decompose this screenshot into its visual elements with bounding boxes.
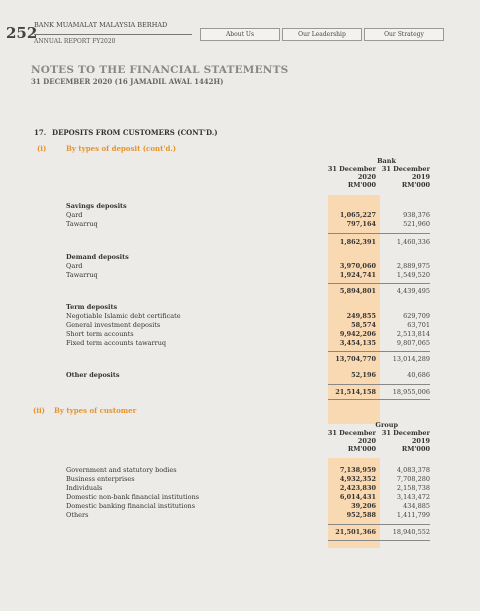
part1-label: (i)	[37, 144, 47, 153]
table-row-label: Tawarruq	[66, 271, 98, 279]
table-cell: 797,164	[346, 220, 376, 228]
col1-unit: RM'000	[347, 181, 376, 189]
header-rule	[34, 34, 192, 35]
table-cell: 2,513,814	[396, 330, 430, 338]
table-cell: 63,701	[407, 321, 430, 329]
other-deposits-label: Other deposits	[66, 371, 120, 379]
table-cell: 3,970,060	[339, 262, 376, 270]
grand-total-2020: 21,514,158	[335, 388, 376, 396]
col1-date: 31 December	[327, 165, 376, 173]
divider	[328, 384, 430, 385]
divider	[328, 283, 430, 284]
page-number: 252	[6, 24, 38, 42]
other-deposits-2019: 40,686	[407, 371, 430, 379]
divider	[328, 351, 430, 352]
divider	[328, 524, 430, 525]
section-number: 17.	[34, 128, 47, 137]
savings-heading: Savings deposits	[66, 202, 127, 210]
col2-unit: RM'000	[401, 181, 430, 189]
table-cell: 2,423,830	[339, 484, 376, 492]
table-cell: 1,065,227	[339, 211, 376, 219]
table-row-label: Domestic banking financial institutions	[66, 502, 196, 510]
entity-label-1: Bank	[377, 157, 396, 165]
about-us-button[interactable]: About Us	[200, 28, 280, 41]
grand-total-2019: 18,955,006	[392, 388, 430, 396]
table-cell: 629,709	[403, 312, 430, 320]
table-row-label: Qard	[66, 262, 83, 270]
col2-date: 31 December	[381, 429, 430, 437]
term-total-2020: 13,704,770	[335, 355, 376, 363]
col2-unit: RM'000	[401, 445, 430, 453]
demand-heading: Demand deposits	[66, 253, 129, 261]
section-title: DEPOSITS FROM CUSTOMERS (CONT'D.)	[52, 128, 218, 137]
part2-title: By types of customer	[54, 406, 137, 415]
table-cell: 39,206	[351, 502, 376, 510]
our-strategy-button[interactable]: Our Strategy	[364, 28, 444, 41]
page-subtitle: 31 DECEMBER 2020 (16 JAMADIL AWAL 1442H)	[31, 77, 224, 86]
divider	[328, 399, 430, 400]
table-row-label: Short term accounts	[66, 330, 134, 338]
col1-unit: RM'000	[347, 445, 376, 453]
table-row-label: General investment deposits	[66, 321, 161, 329]
part2-label: (ii)	[33, 406, 45, 415]
table-cell: 58,574	[351, 321, 376, 329]
entity-label-2: Group	[375, 421, 398, 429]
page-title: NOTES TO THE FINANCIAL STATEMENTS	[31, 64, 289, 76]
table-row-label: Tawarruq	[66, 220, 98, 228]
col2-year: 2019	[411, 437, 430, 445]
table-cell: 3,143,472	[396, 493, 430, 501]
table-cell: 1,549,520	[396, 271, 430, 279]
col1-date: 31 December	[327, 429, 376, 437]
term-heading: Term deposits	[66, 303, 118, 311]
table-cell: 6,014,431	[339, 493, 376, 501]
savings-total-2020: 1,862,391	[339, 238, 376, 246]
table-row-label: Qard	[66, 211, 83, 219]
table-row-label: Government and statutory bodies	[66, 466, 177, 474]
table-cell: 434,885	[403, 502, 430, 510]
table-row-label: Fixed term accounts tawarruq	[66, 339, 167, 347]
table-cell: 9,807,065	[396, 339, 430, 347]
other-deposits-2020: 52,196	[351, 371, 376, 379]
table-cell: 521,960	[403, 220, 430, 228]
table-cell: 2,889,975	[396, 262, 430, 270]
demand-total-2019: 4,439,495	[396, 287, 430, 295]
table-cell: 4,083,378	[396, 466, 430, 474]
savings-total-2019: 1,460,336	[396, 238, 430, 246]
col1-year: 2020	[357, 437, 376, 445]
customer-total-2020: 21,501,366	[335, 528, 376, 536]
part1-title: By types of deposit (cont'd.)	[66, 144, 177, 153]
table-row-label: Individuals	[66, 484, 103, 492]
table-cell: 2,158,738	[396, 484, 430, 492]
divider	[328, 233, 430, 234]
demand-total-2020: 5,894,801	[339, 287, 376, 295]
divider	[328, 540, 430, 541]
our-leadership-button[interactable]: Our Leadership	[282, 28, 362, 41]
table-row-label: Domestic non-bank financial institutions	[66, 493, 200, 501]
report-name: ANNUAL REPORT FY2020	[34, 38, 116, 45]
table-cell: 3,454,135	[339, 339, 376, 347]
table-row-label: Business enterprises	[66, 475, 135, 483]
bank-name: BANK MUAMALAT MALAYSIA BERHAD	[34, 21, 168, 29]
table-cell: 249,855	[346, 312, 376, 320]
table-cell: 7,138,959	[339, 466, 376, 474]
table-row-label: Others	[66, 511, 89, 519]
customer-total-2019: 18,940,552	[392, 528, 430, 536]
table-cell: 1,924,741	[339, 271, 376, 279]
col2-date: 31 December	[381, 165, 430, 173]
table-cell: 4,932,352	[339, 475, 376, 483]
table-cell: 938,376	[403, 211, 430, 219]
col2-year: 2019	[411, 173, 430, 181]
table-row-label: Negotiable Islamic debt certificate	[66, 312, 181, 320]
table-cell: 1,411,799	[396, 511, 430, 519]
table-cell: 9,942,206	[339, 330, 376, 338]
table-cell: 952,588	[346, 511, 376, 519]
table-cell: 7,708,280	[396, 475, 430, 483]
col1-year: 2020	[357, 173, 376, 181]
term-total-2019: 13,014,289	[392, 355, 430, 363]
